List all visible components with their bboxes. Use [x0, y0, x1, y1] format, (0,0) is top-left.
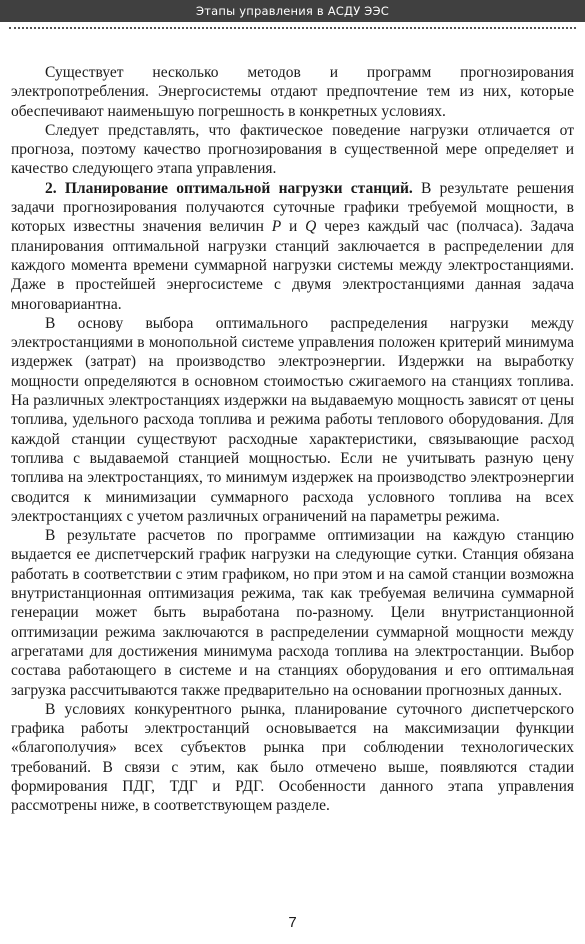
paragraph: Существует несколько методов и программ прогнозирования электропотребления. Энергосистемы отдают предпочтение тем из них, которые обеспечивают наименьшую погрешность в конкретных условиях. — [11, 64, 574, 120]
body-text — [11, 63, 574, 816]
paragraph-section-2 — [11, 179, 574, 314]
paragraph-text: через каждый час (полчаса). Задача планирования оптимальной нагрузки станций заключается в распределении для каждого момента времени суммарной нагрузки системы между электростанциями. Даже в простейшей энергосистеме с двумя электростанциями данная задача многовариантна. — [11, 218, 575, 313]
variable-p: P — [271, 218, 282, 236]
section-heading: 2. Планирование оптимальной нагрузки станций. — [45, 179, 413, 197]
paragraph-text: и — [281, 218, 306, 236]
running-header-bar — [0, 0, 585, 22]
paragraph: В результате расчетов по программе оптимизации на каждую станцию выдается ее диспетчерский график нагрузки на следующие сутки. Станция обязана работать в соответствии с этим графиком, но при этом и на самой станции возможна внутристанционная оптимизация режима, так как требуемая величина суммарной генерации может быть выработана по-разному. Цели внутристанционной оптимизации режима заключаются в распределении суммарной мощности между агрегатами для достижения минимума расхода топлива на электростанции. Выбор состава работающего в системе и на станциях оборудования и его оптимальная загрузка рассчитываются также предварительно на основании прогнозных данных. — [11, 527, 574, 699]
running-title: Этапы управления в АСДУ ЭЭС — [196, 4, 389, 18]
paragraph-text: В результате решения задачи прогнозирования получаются суточные графики требуемой мощности, в которых известны значения величин — [11, 179, 574, 236]
variable-q: Q — [305, 218, 317, 236]
paragraph: В основу выбора оптимального распределения нагрузки между электростанциями в монопольной системе управления положен критерий минимума издержек (затрат) на производство электроэнергии. Издержки на выработку мощности определяются в основном стоимостью сжигаемого на станциях топлива. На различных электростанциях издержки на выдаваемую мощность зависят от цены топлива, удельного расхода топлива и режима работы теплового оборудования. Для каждой станции существуют расходные характеристики, связывающие расход топлива с выдаваемой станцией мощностью. Если не учитывать разную цену топлива на электростанциях, то минимум издержек на производство электроэнергии сводится к минимизации суммарного расхода условного топлива на всех электростанциях с учетом различных ограничений на параметры режима. — [11, 314, 574, 525]
page-number: 7 — [288, 914, 297, 931]
dotted-rule — [9, 27, 576, 29]
paragraph: В условиях конкурентного рынка, планирование суточного диспетчерского графика работы электростанций основывается на максимизации функции «благополучия» всех субъектов рынка при соблюдении технологических требований. В связи с этим, как было отмечено выше, появляются стадии формирования ПДГ, ТДГ и РДГ. Особенности данного этапа управления рассмотрены ниже, в соответствующем разделе. — [11, 700, 574, 815]
paragraph: Следует представлять, что фактическое поведение нагрузки отличается от прогноза, поэтому качество прогнозирования в существенной мере определяет и качество следующего этапа управления. — [11, 121, 574, 178]
